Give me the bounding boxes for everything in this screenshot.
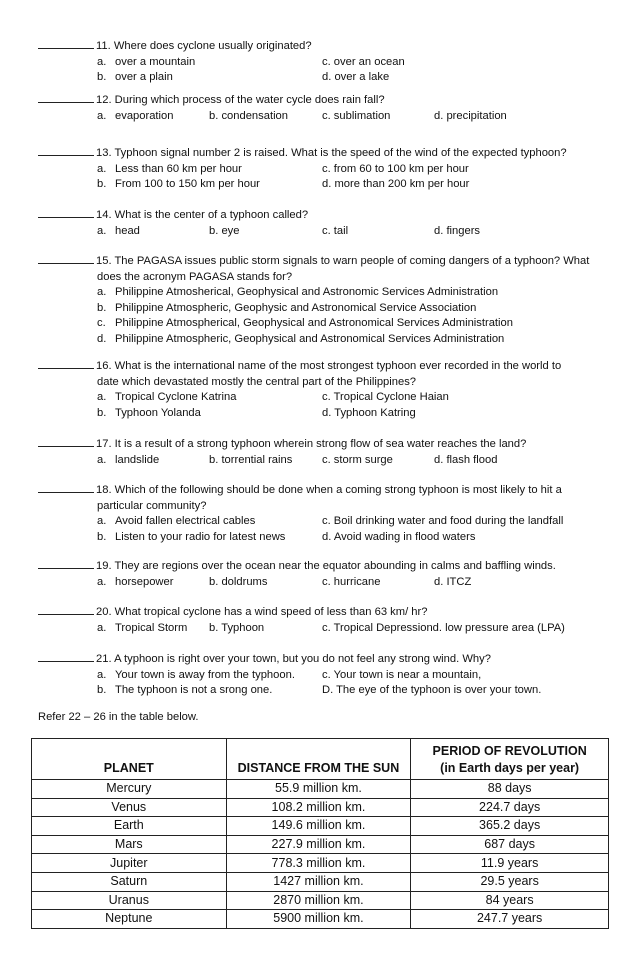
table-row (32, 891, 609, 910)
question-line (38, 145, 608, 162)
option-text: b. torrential rains (209, 453, 293, 466)
option-text: landslide (115, 453, 160, 466)
option-letter: a. (97, 453, 107, 466)
distance-value: 55.9 million km. (226, 780, 411, 799)
question-number: 12. (96, 94, 112, 106)
option-text: Less than 60 km per hour (115, 162, 242, 175)
question-line (38, 207, 608, 224)
question-text: Typhoon signal number 2 is raised. What is the speed of the wind of the expected typhoon? (114, 147, 567, 159)
question-16 (38, 358, 608, 421)
option-text: d. over a lake (322, 71, 390, 83)
option-text: The typhoon is not a srong one. (115, 684, 273, 696)
answer-blank[interactable] (38, 604, 94, 615)
planet-name: Earth (32, 817, 227, 836)
option-row (38, 301, 608, 317)
option-row (38, 575, 608, 591)
answer-blank[interactable] (38, 38, 94, 49)
option-text: c. hurricane (322, 575, 381, 588)
option-row (38, 621, 608, 637)
period-value: 29.5 years (411, 872, 609, 891)
answer-option (97, 177, 260, 193)
answer-option (97, 683, 272, 699)
option-row (38, 406, 608, 422)
option-letter: d. (97, 332, 107, 345)
question-text: Which of the following should be done when a coming strong typhoon is most likely to hit a (114, 484, 562, 496)
period-value: 247.7 years (411, 910, 609, 929)
planet-name: Saturn (32, 872, 227, 891)
option-letter: c. (97, 317, 106, 329)
planet-name: Jupiter (32, 854, 227, 873)
header-period (411, 739, 609, 780)
answer-option (322, 683, 541, 699)
option-text: c. over an ocean (322, 55, 405, 68)
answer-option (97, 285, 498, 301)
question-text-continued: does the acronym PAGASA stands for? (97, 270, 293, 283)
option-row (38, 285, 608, 301)
question-line (38, 482, 608, 499)
answer-option (434, 453, 497, 469)
answer-option (322, 453, 393, 469)
question-line (38, 38, 608, 55)
option-row (38, 162, 608, 178)
planet-table (31, 738, 609, 929)
option-row (38, 668, 608, 684)
question-line (38, 558, 608, 575)
option-text: b. Typhoon (209, 621, 265, 634)
question-number: 15. (96, 255, 112, 267)
answer-option (322, 70, 389, 86)
option-text: b. doldrums (209, 575, 268, 588)
answer-option (322, 621, 565, 637)
answer-option (434, 224, 480, 240)
option-text: D. The eye of the typhoon is over your town. (322, 684, 542, 696)
answer-blank[interactable] (38, 145, 94, 156)
option-text: over a plain (115, 71, 173, 83)
answer-blank[interactable] (38, 436, 94, 447)
planet-name: Venus (32, 798, 227, 817)
option-letter: a. (97, 224, 107, 237)
question-14 (38, 207, 608, 239)
question-number: 16. (96, 360, 112, 372)
option-letter: a. (97, 109, 107, 122)
option-text: Philippine Atmospheric, Geophysical and Astronomical Services Administration (115, 332, 505, 345)
answer-option (97, 301, 476, 317)
planet-name: Mercury (32, 780, 227, 799)
question-line (38, 651, 608, 668)
option-row (38, 70, 608, 86)
option-letter: a. (97, 621, 107, 634)
option-letter: b. (97, 301, 107, 314)
answer-blank[interactable] (38, 92, 94, 103)
option-row (38, 109, 608, 125)
answer-option (322, 162, 469, 178)
distance-value: 108.2 million km. (226, 798, 411, 817)
answer-option (97, 453, 159, 469)
answer-option (322, 514, 563, 530)
option-text: c. Boil drinking water and food during the landfall (322, 515, 564, 527)
table-row (32, 780, 609, 799)
planet-name: Mars (32, 835, 227, 854)
option-text: c. sublimation (322, 109, 391, 122)
option-row (38, 453, 608, 469)
option-text: d. fingers (434, 224, 481, 237)
question-text: Where does cyclone usually originated? (113, 40, 312, 52)
answer-option (209, 453, 292, 469)
option-text: From 100 to 150 km per hour (115, 178, 260, 190)
option-letter: b. (97, 684, 107, 696)
option-letter: b. (97, 71, 107, 83)
question-line (38, 604, 608, 621)
answer-option (97, 162, 242, 178)
header-period-title: PERIOD OF REVOLUTION (432, 744, 587, 758)
answer-option (97, 332, 504, 348)
option-letter: a. (97, 575, 107, 588)
period-value: 365.2 days (411, 817, 609, 836)
option-row (38, 316, 608, 332)
answer-option (322, 406, 416, 422)
distance-value: 5900 million km. (226, 910, 411, 929)
question-text: They are regions over the ocean near the equator abounding in calms and baffling winds. (114, 560, 556, 572)
option-text: c. tail (322, 224, 349, 237)
answer-option (97, 514, 255, 530)
question-text: What is the center of a typhoon called? (114, 209, 309, 221)
period-value: 88 days (411, 780, 609, 799)
question-number: 19. (96, 560, 112, 572)
option-text: Typhoon Yolanda (115, 406, 201, 419)
answer-option (97, 109, 173, 125)
option-text: c. Tropical Cyclone Haian (322, 391, 449, 403)
answer-option (322, 530, 475, 546)
option-row (38, 55, 608, 71)
header-planet: PLANET (32, 739, 227, 780)
question-number: 13. (96, 147, 112, 159)
option-row (38, 683, 608, 699)
period-value: 224.7 days (411, 798, 609, 817)
option-text: over a mountain (115, 55, 196, 68)
option-text: c. storm surge (322, 453, 393, 466)
option-letter: a. (97, 162, 107, 175)
question-text: A typhoon is right over your town, but you do not feel any strong wind. Why? (114, 653, 491, 665)
answer-option (434, 575, 471, 591)
answer-blank[interactable] (38, 358, 94, 369)
option-text: head (115, 224, 140, 237)
option-letter: a. (97, 55, 107, 68)
option-text: b. eye (209, 224, 240, 237)
distance-value: 1427 million km. (226, 872, 411, 891)
option-row (38, 514, 608, 530)
header-distance: DISTANCE FROM THE SUN (226, 739, 411, 780)
distance-value: 227.9 million km. (226, 835, 411, 854)
table-row (32, 872, 609, 891)
option-text: Tropical Storm (115, 621, 188, 634)
question-13 (38, 145, 608, 193)
answer-option (97, 55, 195, 71)
answer-option (209, 109, 288, 125)
option-letter: a. (97, 515, 107, 527)
option-text: Philippine Atmospheric, Geophysic and Astronomical Service Association (115, 301, 477, 314)
option-text: Philippine Atmospherical, Geophysical and Astronomical Services Administration (115, 317, 513, 329)
answer-option (322, 224, 348, 240)
question-15 (38, 253, 608, 347)
question-number: 14. (96, 209, 112, 221)
question-line (38, 358, 608, 375)
table-row (32, 817, 609, 836)
question-17 (38, 436, 608, 468)
header-period-unit: (in Earth days per year) (440, 761, 580, 775)
option-text: Avoid fallen electrical cables (115, 515, 256, 527)
option-text: d. flash flood (434, 453, 498, 466)
answer-option (97, 224, 140, 240)
answer-option (97, 70, 173, 86)
distance-value: 778.3 million km. (226, 854, 411, 873)
period-value: 11.9 years (411, 854, 609, 873)
answer-option (97, 406, 201, 422)
option-letter: b. (97, 530, 107, 543)
table-header-row (32, 739, 609, 780)
answer-option (209, 224, 239, 240)
answer-option (322, 668, 481, 684)
option-text: d. Avoid wading in flood waters (322, 530, 476, 543)
question-line (38, 253, 608, 270)
period-value: 84 years (411, 891, 609, 910)
question-text-continued: date which devastated mostly the central part of the Philippines? (97, 375, 417, 388)
option-text: c. from 60 to 100 km per hour (322, 162, 469, 175)
distance-value: 2870 million km. (226, 891, 411, 910)
answer-option (97, 621, 187, 637)
option-text: c. Tropical Depressiond. low pressure area (LPA) (322, 621, 565, 634)
distance-value: 149.6 million km. (226, 817, 411, 836)
question-number: 17. (96, 438, 112, 450)
option-text: Your town is away from the typhoon. (115, 668, 295, 681)
question-20 (38, 604, 608, 636)
question-text: The PAGASA issues public storm signals to warn people of coming dangers of a typhoon? What (114, 255, 590, 267)
question-text: It is a result of a strong typhoon wherein strong flow of sea water reaches the land? (114, 438, 527, 450)
question-text: What tropical cyclone has a wind speed of less than 63 km/ hr? (114, 606, 428, 618)
option-row (38, 530, 608, 546)
answer-blank[interactable] (38, 207, 94, 218)
answer-blank[interactable] (38, 651, 94, 662)
option-row (38, 332, 608, 348)
answer-option (97, 668, 295, 684)
option-row (38, 224, 608, 240)
answer-option (97, 390, 236, 406)
question-line (38, 436, 608, 453)
question-text: What is the international name of the most strongest typhoon ever recorded in the world to (114, 360, 562, 372)
option-letter: b. (97, 406, 107, 419)
answer-blank[interactable] (38, 482, 94, 493)
option-text: Tropical Cyclone Katrina (115, 391, 237, 403)
question-21 (38, 651, 608, 699)
option-text: Philippine Atmosherical, Geophysical and Astronomic Services Administration (115, 286, 499, 298)
question-number: 18. (96, 484, 112, 496)
option-letter: a. (97, 391, 107, 403)
question-number: 11. (96, 40, 111, 52)
option-text: b. condensation (209, 109, 288, 122)
planet-name: Uranus (32, 891, 227, 910)
question-11 (38, 38, 608, 86)
option-letter: a. (97, 668, 107, 681)
answer-option (322, 575, 380, 591)
option-row (38, 390, 608, 406)
answer-option (209, 621, 264, 637)
table-intro: Refer 22 – 26 in the table below. (38, 711, 199, 723)
question-text-continued: particular community? (97, 499, 207, 512)
option-row (38, 177, 608, 193)
answer-option (322, 55, 405, 71)
option-text: c. Your town is near a mountain, (322, 668, 482, 681)
option-letter: a. (97, 286, 107, 298)
table-row (32, 910, 609, 929)
question-number: 21. (96, 653, 112, 665)
option-text: d. precipitation (434, 109, 507, 122)
answer-option (322, 177, 469, 193)
answer-option (97, 575, 173, 591)
option-text: evaporation (115, 109, 174, 122)
table-row (32, 798, 609, 817)
answer-blank[interactable] (38, 253, 94, 264)
option-text: d. more than 200 km per hour (322, 178, 470, 190)
question-19 (38, 558, 608, 590)
question-18 (38, 482, 608, 545)
option-text: d. Typhoon Katring (322, 406, 416, 419)
answer-blank[interactable] (38, 558, 94, 569)
table-row (32, 835, 609, 854)
option-text: Listen to your radio for latest news (115, 530, 286, 543)
answer-option (209, 575, 267, 591)
question-text: During which process of the water cycle does rain fall? (114, 94, 385, 106)
question-line (38, 92, 608, 109)
option-letter: b. (97, 178, 107, 190)
option-text: d. ITCZ (434, 575, 472, 588)
answer-option (322, 109, 390, 125)
answer-option (322, 390, 449, 406)
question-number: 20. (96, 606, 112, 618)
period-value: 687 days (411, 835, 609, 854)
answer-option (97, 316, 513, 332)
answer-option (434, 109, 507, 125)
table-row (32, 854, 609, 873)
planet-name: Neptune (32, 910, 227, 929)
option-text: horsepower (115, 575, 174, 588)
answer-option (97, 530, 285, 546)
question-12 (38, 92, 608, 124)
